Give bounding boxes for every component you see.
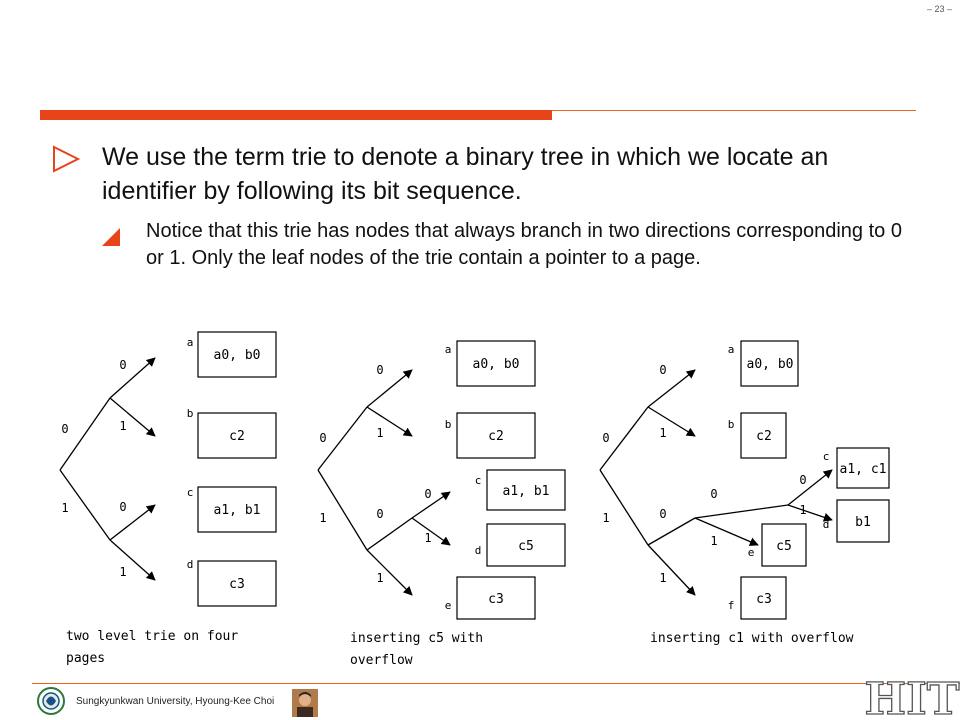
caption-line: pages	[66, 651, 106, 666]
bit-label: 0	[659, 363, 667, 377]
page-label: a1, b1	[213, 503, 261, 518]
page-label: c2	[488, 429, 504, 444]
page-label: c3	[229, 577, 245, 592]
leaf-letter: a	[186, 336, 194, 349]
caption-line: two level trie on four	[66, 629, 239, 644]
leaf-letter: c	[474, 474, 482, 487]
caption-line: overflow	[350, 653, 413, 668]
bit-label: 0	[119, 500, 127, 514]
footer-credit: Sungkyunkwan University, Hyoung-Kee Choi	[76, 696, 275, 707]
leaf-letter: b	[186, 407, 194, 420]
bit-label: 0	[799, 473, 807, 487]
bit-label: 1	[119, 565, 127, 579]
page-label: c5	[776, 539, 792, 554]
leaf-letter: a	[444, 343, 452, 356]
page-label: a1, b1	[502, 484, 550, 499]
page-number: – 23 –	[926, 4, 952, 14]
page-label: a0, b0	[213, 348, 261, 363]
page-label: c3	[756, 592, 772, 607]
leaf-letter: e	[444, 599, 452, 612]
bit-label: 0	[659, 507, 667, 521]
leaf-letter: d	[186, 558, 194, 571]
leaf-letter: c	[822, 450, 830, 463]
page-label: a1, c1	[839, 462, 887, 477]
bullet-main-text: We use the term trie to denote a binary tree in which we locate an identifier by following its bit sequence.	[102, 143, 829, 205]
bit-label: 0	[424, 487, 432, 501]
footer-rule	[32, 683, 960, 684]
bit-label: 0	[602, 431, 610, 445]
page-label: c3	[488, 592, 504, 607]
hit-logo-icon	[864, 674, 960, 720]
bit-label: 0	[61, 422, 69, 436]
bit-label: 1	[61, 501, 69, 515]
bullet-sub-text: Notice that this trie has nodes that always branch in two directions corresponding to 0 or 1. Only the leaf nodes of the trie contain a pointer to a page.	[146, 220, 902, 269]
leaf-letter: a	[727, 343, 735, 356]
leaf-letter: f	[727, 599, 735, 612]
author-photo-icon	[292, 689, 318, 717]
caption-line: inserting c1 with overflow	[650, 631, 854, 646]
bit-label: 1	[710, 534, 718, 548]
svg-text:HIT: HIT	[864, 674, 960, 720]
page-label: c2	[229, 429, 245, 444]
bit-label: 0	[319, 431, 327, 445]
page-label: b1	[855, 515, 871, 530]
leaf-letter: b	[444, 418, 452, 431]
bit-label: 0	[119, 358, 127, 372]
bit-label: 1	[602, 511, 610, 525]
bit-label: 0	[376, 507, 384, 521]
caption-line: inserting c5 with	[350, 631, 484, 646]
leaf-letter: d	[822, 518, 830, 531]
bit-label: 1	[319, 511, 327, 525]
bit-label: 1	[119, 419, 127, 433]
page-label: c2	[756, 429, 772, 444]
leaf-letter: e	[747, 546, 755, 559]
university-logo-icon	[36, 686, 66, 716]
page-label: a0, b0	[746, 357, 794, 372]
bit-label: 1	[376, 426, 384, 440]
leaf-letter: d	[474, 544, 482, 557]
bit-label: 1	[659, 426, 667, 440]
bit-label: 1	[799, 503, 807, 517]
bit-label: 1	[659, 571, 667, 585]
bit-label: 1	[376, 571, 384, 585]
leaf-letter: b	[727, 418, 735, 431]
page-label: c5	[518, 539, 534, 554]
bit-label: 0	[376, 363, 384, 377]
bit-label: 0	[710, 487, 718, 501]
page-label: a0, b0	[472, 357, 520, 372]
bit-label: 1	[424, 531, 432, 545]
leaf-letter: c	[186, 486, 194, 499]
